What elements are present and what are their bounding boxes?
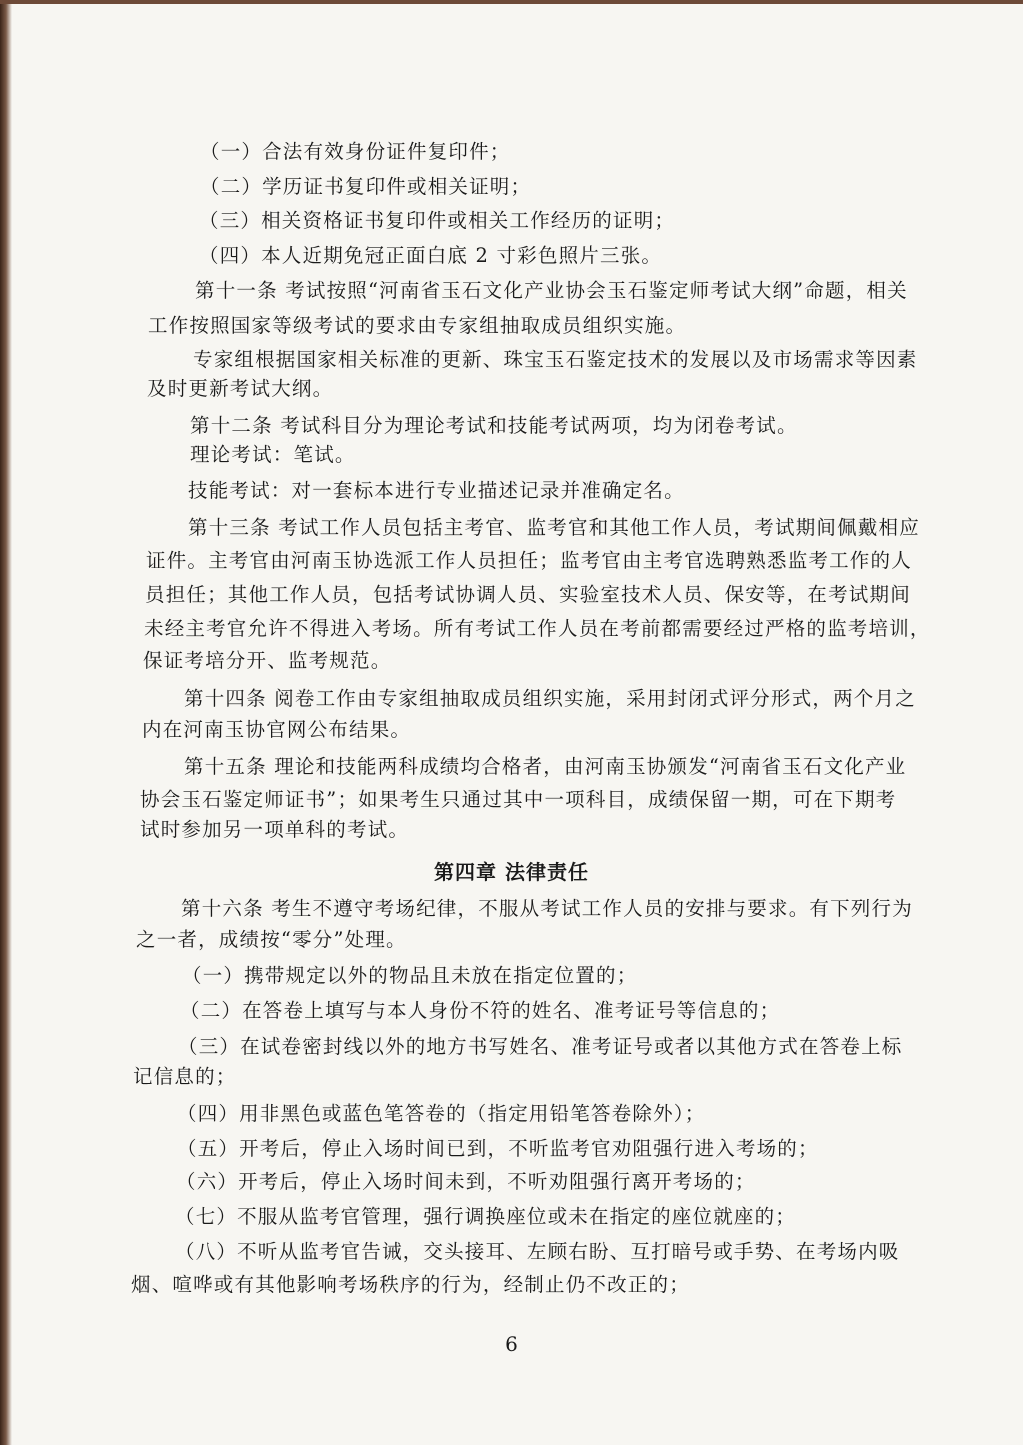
text-line: 技能考试：对一套标本进行专业描述记录并准确定名。 (188, 479, 685, 502)
text-line: 工作按照国家等级考试的要求由专家组抽取成员组织实施。 (148, 314, 687, 337)
text-line: 之一者，成绩按“零分”处理。 (136, 928, 407, 951)
text-line: 协会玉石鉴定师证书”；如果考生只通过其中一项科目，成绩保留一期，可在下期考 (140, 788, 897, 811)
text-line: （二）在答卷上填写与本人身份不符的姓名、准考证号等信息的； (180, 999, 781, 1022)
text-line: 第十五条 理论和技能两科成绩均合格者，由河南玉协颁发“河南省玉石文化产业 (184, 755, 907, 778)
text-line: （一）携带规定以外的物品且未放在指定位置的； (182, 964, 638, 987)
text-line: （一）合法有效身份证件复印件； (200, 140, 511, 163)
text-line: （二）学历证书复印件或相关证明； (200, 175, 532, 198)
scan-edge-top (0, 0, 1023, 4)
text-line: 未经主考官允许不得进入考场。所有考试工作人员在考前都需要经过严格的监考培训， (144, 617, 931, 640)
text-line: 记信息的； (133, 1065, 237, 1088)
text-line: 第十六条 考生不遵守考场纪律，不服从考试工作人员的安排与要求。有下列行为 (181, 897, 913, 920)
text-line: （七）不服从监考官管理，强行调换座位或未在指定的座位就座的； (175, 1205, 797, 1228)
text-line: 专家组根据国家相关标准的更新、珠宝玉石鉴定技术的发展以及市场需求等因素 (193, 348, 918, 371)
text-line: 试时参加另一项单科的考试。 (140, 818, 410, 841)
page-number: 6 (505, 1332, 518, 1356)
chapter-title: 第四章 法律责任 (434, 860, 589, 884)
text-line: 理论考试：笔试。 (190, 443, 356, 466)
text-line: （三）在试卷密封线以外的地方书写姓名、准考证号或者以其他方式在答卷上标 (178, 1035, 903, 1058)
text-line: 第十四条 阅卷工作由专家组抽取成员组织实施，采用封闭式评分形式，两个月之 (184, 687, 916, 710)
text-line: 员担任；其他工作人员，包括考试协调人员、实验室技术人员、保安等，在考试期间 (145, 583, 911, 606)
text-line: （五）开考后，停止入场时间已到，不听监考官劝阻强行进入考场的； (177, 1137, 819, 1160)
text-line: 第十三条 考试工作人员包括主考官、监考官和其他工作人员，考试期间佩戴相应 (188, 516, 920, 539)
text-line: （四）本人近期免冠正面白底 2 寸彩色照片三张。 (199, 244, 663, 267)
text-line: 第十二条 考试科目分为理论考试和技能考试两项，均为闭卷考试。 (190, 414, 798, 437)
text-line: （三）相关资格证书复印件或相关工作经历的证明； (199, 209, 676, 232)
text-line: 第十一条 考试按照“河南省玉石文化产业协会玉石鉴定师考试大纲”命题，相关 (195, 279, 908, 302)
text-line: 烟、喧哗或有其他影响考场秩序的行为，经制止仍不改正的； (131, 1273, 690, 1296)
text-line: 及时更新考试大纲。 (147, 377, 334, 400)
text-line: 证件。主考官由河南玉协选派工作人员担任；监考官由主考官选聘熟悉监考工作的人 (146, 549, 912, 572)
scan-edge-left (0, 0, 12, 1445)
text-line: （六）开考后，停止入场时间未到，不听劝阻强行离开考场的； (176, 1170, 756, 1193)
text-line: 内在河南玉协官网公布结果。 (142, 718, 412, 741)
text-line: （四）用非黑色或蓝色笔答卷的（指定用铅笔答卷除外）； (177, 1102, 706, 1125)
text-line: （八）不听从监考官告诫，交头接耳、左顾右盼、互打暗号或手势、在考场内吸 (175, 1240, 900, 1263)
text-line: 保证考培分开、监考规范。 (143, 649, 392, 672)
